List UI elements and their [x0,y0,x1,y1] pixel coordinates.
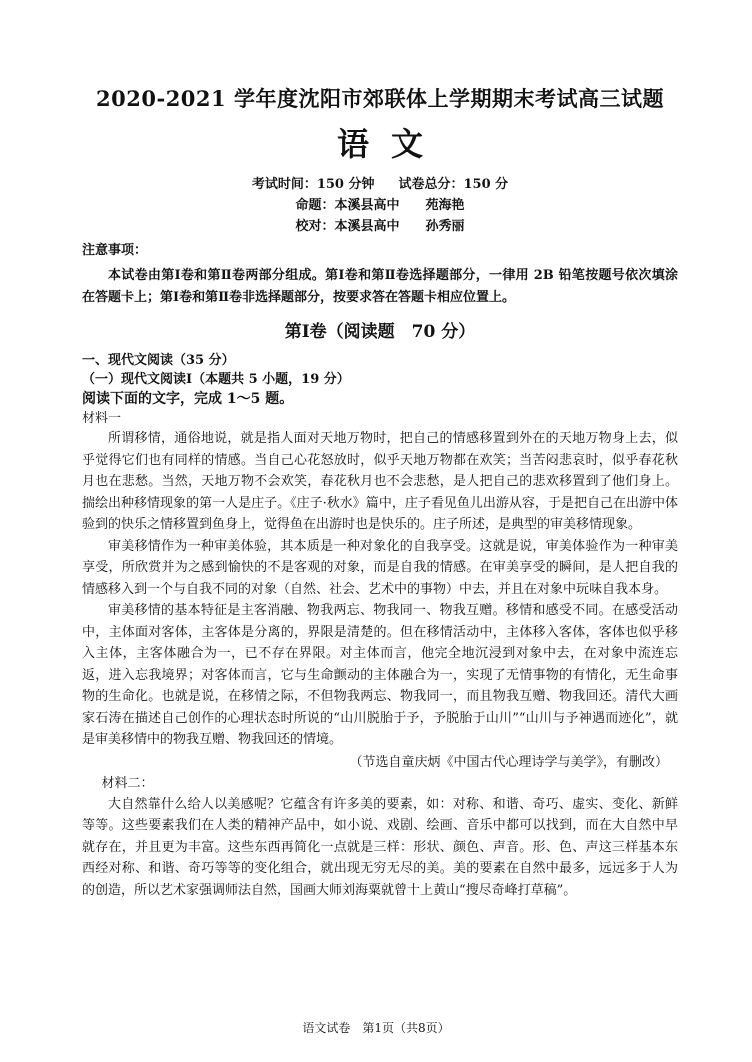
page-footer: 语文试卷 第1页（共8页） [302,1021,450,1035]
part1-title: 第Ⅰ卷（阅读题 70 分） [284,322,476,342]
material1-paragraph: 所谓移情，通俗地说，就是指人面对天地万物时，把自己的情感移置到外在的天地万物身上去，似乎觉得它们也有同样的情感。当自己心花怒放时，似乎天地万物都在欢笑；当苦闷悲哀时，似乎春花秋月也在悲愁。当然，天地万物不会欢笑，春花秋月也不会悲愁，是人把自己的悲欢移置到了他们身上。揣绘出种移情现象的第一人是庄子。《庄子·秋水》篇中，庄子看见鱼儿出游从容，于是把自己在出游中体验到的快乐之情移置到鱼身上，觉得鱼在出游时也是快乐的。庄子所述，是典型的审美移情现象。 [82,431,678,532]
material1-source: （节选自童庆炳《中国古代心理诗学与美学》，有删改） [349,754,668,770]
material1-paragraph: 审美移情的基本特征是主客消融、物我两忘、物我同一、物我互赠。移情和感受不同。在感受活动中，主体面对客体，主客体是分离的，界限是清楚的。但在移情活动中，主体移入客体，客体也似乎移入主体，主客体融合为一，已不存在界限。对主体而言，他完全地沉浸到对象中去，在对象中流连忘返，进入忘我境界；对客体而言，它与生命颤动的主体融合为一，实现了无情事物的有情化，无生命事物的生命化。也就是说，在移情之际，不但物我两忘、物我同一，而且物我互赠、物我回还。清代大画家石涛在描述自己创作的心理状态时所说的“山川脱胎于予，予脱胎于山川”“山川与予神遇而迹化”，就是审美移情中的物我互赠、物我回还的情境。 [82,603,678,747]
subject-heading: 语文 [336,125,445,163]
notice-label: 注意事项： [82,243,148,258]
reviewer-line: 校对：本溪县高中 孙秀丽 [295,219,465,234]
material2-paragraph: 大自然靠什么给人以美感呢？它蕴含有许多美的要素，如：对称、和谐、奇巧、虚实、变化、新鲜等等。这些要素我们在人类的精神产品中，如小说、戏剧、绘画、音乐中都可以找到，而在大自然中早就存在，并且更为丰富。这些东西再简化一点就是三样：形状、颜色、声音。形、色、声这三样基本东西经对称、和谐、奇巧等等的变化组合，就出现无穷无尽的美。美的要素在自然中最多，远远多于人为的创造，所以艺术家强调师法自然，国画大师刘海粟就曾十上黄山“搜尽奇峰打草稿”。 [82,796,678,898]
exam-info-line [82,174,678,195]
section-heading: 一、现代文阅读（35 分） [82,353,235,368]
exam-time: 考试时间：150 分钟 [251,177,375,192]
subsection-heading: （一）现代文阅读Ⅰ（本题共 5 小题，19 分） [82,372,350,387]
material1-label: 材料一 [82,411,122,426]
exam-title: 2020-2021 学年度沈阳市郊联体上学期期末考试高三试题 [96,86,664,111]
proposer-line: 命题：本溪县高中 苑海艳 [295,198,465,213]
total-score: 试卷总分：150 分 [398,177,509,192]
reading-instruction: 阅读下面的文字，完成 1～5 题。 [82,391,294,407]
notice-text: 本试卷由第Ⅰ卷和第Ⅱ卷两部分组成。第Ⅰ卷和第Ⅱ卷选择题部分，一律用 2B 铅笔按题号依次填涂在答题卡上；第Ⅰ卷和第Ⅱ卷非选择题部分，按要求答在答题卡相应位置上。 [82,268,678,305]
material1-paragraph: 审美移情作为一种审美体验，其本质是一种对象化的自我享受。这就是说，审美体验作为一种审美享受，所欣赏并为之感到愉快的不是客观的对象，而是自我的情感。在审美享受的瞬间，是人把自我的情感移入到一个与自我不同的对象（自然、社会、艺术中的事物）中去，并且在对象中玩味自我本身。 [82,538,678,597]
material2-label: 材料二： [101,775,154,791]
